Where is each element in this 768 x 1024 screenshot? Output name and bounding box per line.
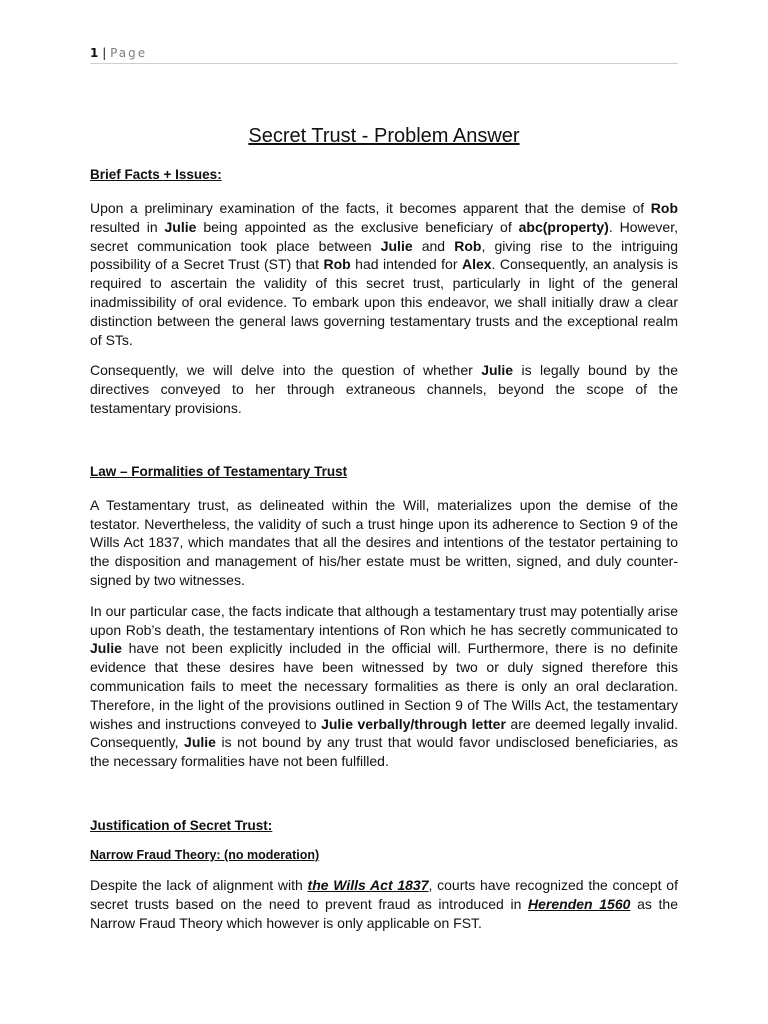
- heading-justification: Justification of Secret Trust:: [90, 817, 273, 833]
- heading-law-formalities: Law – Formalities of Testamentary Trust: [90, 463, 348, 479]
- paragraph-issue: Consequently, we will delve into the question of whether Julie is legally bound by the directives conveyed to her through extraneous channels, beyond the scope of the testamentary provisions.: [90, 362, 678, 416]
- case-herenden: Herenden 1560: [528, 895, 631, 912]
- paragraph-application: In our particular case, the facts indicate that although a testamentary trust may potentially arise upon Rob’s death, the testamentary intentions of Ron which he has secretly communicated to Julie have not been explicitly included in the official will. Furthermore, there is no definite evidence that these desires have been witnessed by two or duly signed therefore this communication fails to meet the necessary formalities as there is only an oral declaration. Therefore, in the light of the provisions outlined in Section 9 of The Wills Act, the testamentary wishes and instructions conveyed to Julie verbally/through letter are deemed legally invalid. Consequently, Julie is not bound by any trust that would favor undisclosed beneficiaries, as the necessary formalities have not been fulfilled.: [90, 602, 679, 770]
- paragraph-narrow-fraud: Despite the lack of alignment with the Wills Act 1837, courts have recognized the concept of secret trusts based on the need to prevent fraud as introduced in Herenden 1560 as the Narrow Fraud Theory which however is only applicable on FST.: [90, 876, 679, 931]
- page-number: 1: [90, 46, 99, 60]
- case-wills-act: the Wills Act 1837: [307, 876, 429, 893]
- document-body: [90, 122, 678, 932]
- subheading-narrow-fraud: Narrow Fraud Theory: (no moderation): [90, 847, 320, 862]
- document-title: Secret Trust - Problem Answer: [248, 125, 520, 147]
- paragraph-testamentary-trust: A Testamentary trust, as delineated within the Will, materializes upon the demise of the testator. Nevertheless, the validity of such a trust hinge upon its adherence to Section 9 of the Wills Act 1837, which mandates that all the desires and intentions of the testator pertaining to the disposition and management of his/her estate must be written, signed, and duly counter-signed by two witnesses.: [90, 496, 678, 588]
- page-header: [90, 46, 678, 64]
- heading-brief-facts: Brief Facts + Issues:: [90, 167, 222, 182]
- page-label: Page: [110, 46, 148, 60]
- paragraph-facts: Upon a preliminary examination of the facts, it becomes apparent that the demise of Rob resulted in Julie being appointed as the exclusive beneficiary of abc(property). However, secret communication took place between Julie and Rob, giving rise to the intriguing possibility of a Secret Trust (ST) that Rob had intended for Alex. Consequently, an analysis is required to ascertain the validity of this secret trust, particularly in light of the general inadmissibility of oral evidence. To embark upon this endeavor, we shall initially draw a clear distinction between the general laws governing testamentary trusts and the exceptional realm of STs.: [90, 200, 678, 348]
- page-separator: |: [102, 46, 107, 60]
